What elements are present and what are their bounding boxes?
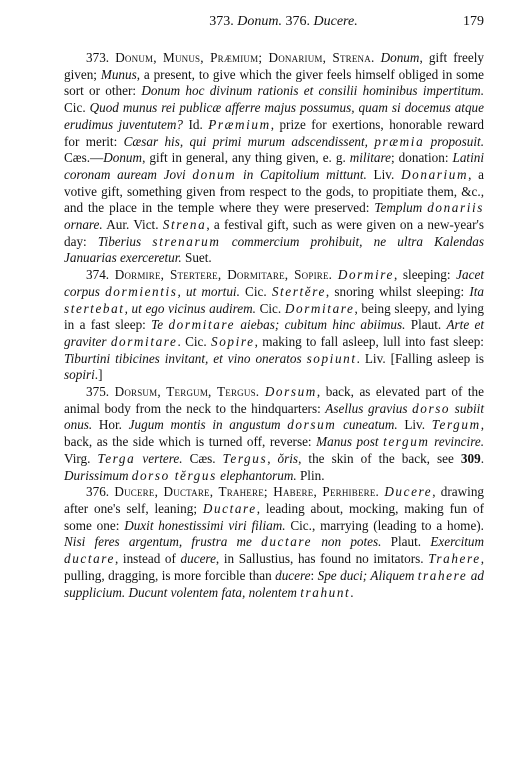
entry-text-segment: Donum <box>380 50 420 65</box>
entry-text-segment: Te <box>151 317 169 333</box>
entry-text-segment: , the skin of the back, see <box>298 450 461 466</box>
entry-text-segment: ducere <box>275 567 311 583</box>
entry-text-segment: aiebas; cubitum hinc abiimus. <box>235 317 406 333</box>
entry-text-segment: Ita <box>469 283 484 299</box>
entry-text-segment: in Capitolium mittunt. <box>236 166 367 182</box>
entry-text-segment: .] <box>94 367 103 383</box>
entry-text-segment: ducere <box>180 551 216 567</box>
entry-text-segment: , a present, to give which the giver feels himself obliged in some sort or other: <box>64 66 485 99</box>
entry-text-segment: præmia <box>374 133 425 149</box>
entry-text-segment: Cæs. <box>182 450 223 466</box>
entry-headwords: Donum, Munus, Præmium; Donarium, Strena. <box>115 50 375 65</box>
entry-text-segment: Cic. <box>64 100 90 116</box>
entry-text-segment: tergum <box>383 434 430 450</box>
entry-375 <box>64 384 484 484</box>
entry-text-segment: Cic. <box>180 333 212 349</box>
entry-text-segment: Sopire <box>211 333 255 349</box>
entry-376 <box>64 484 484 601</box>
entry-text-segment: Liv. <box>397 417 432 433</box>
entry-text-segment: Munus <box>100 66 137 82</box>
entry-text-segment: ductare <box>261 534 313 550</box>
running-head-word-2: Ducere. <box>313 14 358 29</box>
entry-text-segment: , making to fall asleep, lull into fast sleep: <box>254 333 484 349</box>
entry-text-segment: Tergum <box>431 417 481 433</box>
entry-text-segment: Cic. <box>255 300 285 316</box>
entry-text-segment: dorsum <box>287 417 337 433</box>
entry-text-segment: . <box>480 450 484 466</box>
running-header <box>64 14 484 36</box>
entry-text-segment: Jacet corpus <box>64 267 484 299</box>
entry-text-segment: , ut ego vicinus audirem. <box>124 300 256 316</box>
entry-text-segment: Asellus gravius <box>325 400 413 416</box>
entry-text-segment: , back, as the side which is turned off, reverse: <box>64 417 484 450</box>
entry-text-segment: Cæs.— <box>64 150 104 166</box>
entry-text-segment: Ductare <box>202 500 257 516</box>
entry-text-segment: Donarium <box>401 166 469 182</box>
entry-text-segment: , in Sallustius, has found no imitators. <box>215 551 429 567</box>
entry-text-segment: Plin. <box>296 467 325 483</box>
entry-text-segment: Dorsum <box>264 384 317 400</box>
entry-text-segment: militare <box>349 150 392 166</box>
page-number: 179 <box>463 14 484 29</box>
entry-text-segment: Quod munus rei publicæ afferre majus possumus, quam si docemus atque erudimus juventutem? <box>64 100 484 132</box>
entry-text-segment: Præmium <box>208 116 271 132</box>
entry-text-segment: non potes. <box>312 534 382 550</box>
entry-text-segment: , ut mortui. <box>177 283 240 299</box>
entry-text-segment: Dormire <box>337 267 394 283</box>
entry-text-segment: Aur. Vict. <box>102 217 163 233</box>
entry-text-segment: , a votive gift, something given from respect to the gods, to propitiate them, &c., and the place in the temple where they were preserved: <box>64 166 484 216</box>
entry-text-segment: sopiri <box>64 367 95 383</box>
entry-text-segment: Duxit honestissimi viri filiam. <box>124 517 286 533</box>
entry-number: 373. <box>86 50 116 65</box>
entry-text-segment: . <box>356 350 360 366</box>
entry-text-segment: strenarum <box>152 233 221 249</box>
entry-text-segment: , leading about, mocking, making fun of some one: <box>64 500 484 533</box>
entry-number: 376. <box>86 484 115 500</box>
entry-text-segment: Nisi feres argentum, frustra me <box>64 534 262 550</box>
entry-text-segment: , pulling, dragging, is more forcible than <box>64 551 484 583</box>
entry-text-segment: cuneatum. <box>336 417 398 433</box>
entry-text-segment: Donum <box>103 150 143 166</box>
entry-text-segment: Jugum montis in angustum <box>128 417 288 433</box>
entry-number: 374. <box>86 267 115 283</box>
entry-text-segment: Plaut. <box>381 534 431 550</box>
entry-text-segment: : <box>310 567 318 583</box>
entry-text-segment: Ducere <box>384 484 433 500</box>
entry-text-segment: commercium prohibuit, ne ultra Kalendas Januarias exerceretur. <box>64 233 484 266</box>
entry-text-segment: Tiburtini tibicines invitant, et vino oneratos <box>64 350 307 366</box>
entry-text-segment: ductare <box>64 551 115 567</box>
entry-text-segment: dormitare <box>110 333 178 349</box>
entry-text-segment: ŏris <box>277 450 299 466</box>
entry-text-segment: Exercitum <box>430 534 485 550</box>
entry-text-segment: , <box>267 450 278 466</box>
entry-text-segment: Latini coronam auream Jovi <box>64 150 484 182</box>
entry-text-segment: Tiberius <box>97 233 153 249</box>
entry-text-segment: dormientis <box>105 283 178 299</box>
entry-text-segment: trahunt <box>300 584 351 600</box>
entry-text-segment: . <box>350 584 354 600</box>
entry-text-segment: Dormitare <box>284 300 355 316</box>
entry-text-segment: , instead of <box>115 551 181 567</box>
entry-text-segment: Trahere <box>428 551 481 567</box>
entry-text-segment: , sleeping: <box>393 267 457 283</box>
entry-text-segment: Terga <box>97 450 136 466</box>
entry-text-segment: elephantorum. <box>216 467 297 483</box>
entry-text-segment: Tergus <box>222 450 268 466</box>
entry-text-segment: Liv. [Falling asleep is <box>359 350 484 366</box>
entry-text-segment: , being sleepy, and lying in a fast sleep: <box>64 300 484 333</box>
entry-text-segment: Durissimum <box>64 467 132 483</box>
entry-text-segment: Id. <box>183 116 209 132</box>
entry-text-segment: , gift freely given; <box>64 50 485 82</box>
entry-text-segment: Manus post <box>316 434 384 450</box>
entry-headwords: Dormire, Stertere, Dormitare, Sopire. <box>114 267 333 283</box>
entry-text-segment: ; donation: <box>391 150 453 166</box>
entry-text-segment: ornare. <box>64 217 103 233</box>
entry-text-segment: Spe duci; Aliquem <box>317 567 418 583</box>
entry-text-segment: proposuit. <box>424 133 485 149</box>
entry-text-segment: Plaut. <box>405 317 447 333</box>
entry-text-segment: , back, as elevated part of the animal body from the neck to the hindquarters: <box>64 384 485 416</box>
running-head <box>64 14 463 30</box>
entry-headwords: Ducere, Ductare, Trahere; Habere, Perhibere. <box>114 484 380 500</box>
entry-text-segment: Ducunt volentem fata, nolentem <box>128 584 301 600</box>
entry-text-segment: , prize for exertions, honorable reward for merit: <box>64 116 484 149</box>
entry-374 <box>64 267 484 384</box>
entry-text-segment: sopiunt <box>306 350 357 366</box>
entry-text-segment: Cic., marrying (leading to a home). <box>285 517 484 533</box>
entry-text-segment: stertebat <box>64 300 125 316</box>
entry-text-segment: ad supplicium. <box>64 567 484 600</box>
entry-text-segment: Templum <box>374 200 428 216</box>
entry-text-segment: , a festival gift, such as were given on a new-year's day: <box>64 217 484 249</box>
entry-text-segment: Virg. <box>64 450 98 466</box>
running-head-number-1: 373. <box>209 14 234 29</box>
running-head-word-1: Donum. <box>237 14 283 29</box>
entry-headwords: Dorsum, Tergum, Tergus. <box>114 384 260 400</box>
entry-text-segment: Cæsar his, qui primi murum adscendissent, <box>123 133 375 149</box>
entry-text-segment: dormitare <box>168 317 236 333</box>
entry-number: 375. <box>86 384 115 400</box>
entry-text-segment: Suet. <box>181 250 212 266</box>
entry-text-segment: . <box>177 333 181 349</box>
entry-text-segment: , gift in general, any thing given, e. g. <box>142 150 350 166</box>
entry-text-segment: trahere <box>417 567 468 583</box>
entry-text-segment: donum <box>192 166 237 182</box>
entry-text-segment: vertere. <box>135 450 183 466</box>
entry-text-segment: Liv. <box>366 166 402 182</box>
entry-text-segment: donariis <box>427 200 484 216</box>
entry-text-segment: Arte et graviter <box>64 317 484 349</box>
entry-text-segment: Strena <box>162 217 207 233</box>
entry-text-segment: Stertĕre <box>271 283 326 299</box>
running-head-number-2: 376. <box>285 14 311 29</box>
entry-text-segment: Hor. <box>92 417 129 433</box>
entry-text-segment: Donum hoc divinum rationis et consilii hominibus impertitum. <box>141 83 484 99</box>
entry-text-segment: revincire. <box>429 434 484 450</box>
entry-text-segment: dorso tĕrgus <box>131 467 217 483</box>
entry-text-segment: 309 <box>460 450 481 466</box>
entry-text-segment: , drawing after one's self, leaning; <box>64 484 485 516</box>
entry-text-segment: Cic. <box>239 283 272 299</box>
entry-373 <box>64 50 484 267</box>
entry-text-segment: subiit onus. <box>64 400 484 433</box>
entry-text-segment: , snoring whilst sleeping: <box>325 283 470 299</box>
entry-text-segment: dorso <box>412 400 451 416</box>
dictionary-entries <box>64 50 484 601</box>
